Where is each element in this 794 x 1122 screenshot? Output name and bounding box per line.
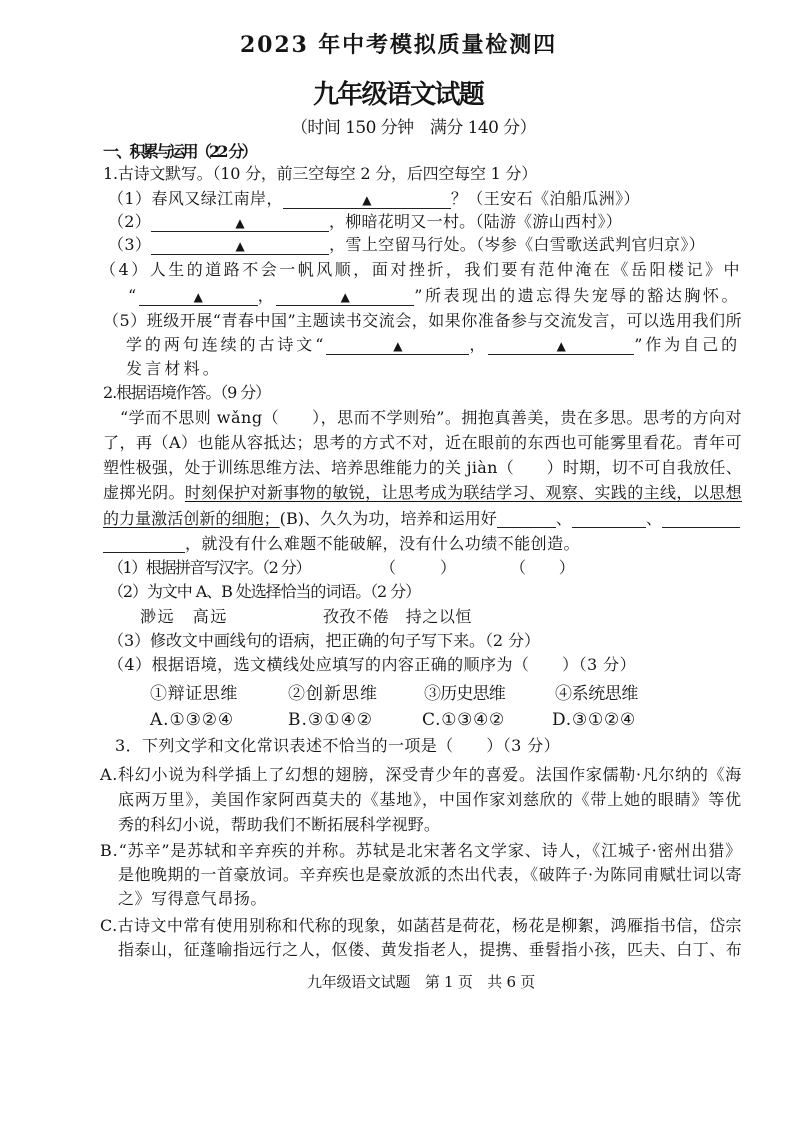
q3-option-a-line [118, 814, 440, 836]
line-text: ，柳暗花明又一村。（陆游《游山西村》） [328, 212, 622, 231]
exam-title-text: 2023 年中考模拟质量检测四 [240, 32, 557, 58]
answer-blank [326, 336, 469, 355]
section-heading-text: 一、积累与运用（22 分） [103, 142, 255, 161]
line-text: 指泰山，征蓬喻指远行之人，伛偻、黄发指老人，提携、垂髫指小孩，匹夫、白丁、布 [118, 940, 742, 959]
passage-line [103, 432, 742, 454]
line-text: （3）修改文中画线句的语病，把正确的句子写下来。（2 分） [108, 631, 540, 650]
line-text: ， [257, 286, 277, 305]
line-text: 塑性极强，处于训练思维方法、培养思维能力的关 jiàn（ ）时期，切不可自我放任、 [103, 458, 742, 477]
exam-title [240, 31, 557, 59]
line-text: A.科幻小说为科学插上了幻想的翅膀，深受青少年的喜爱。法国作家儒勒·凡尔纳的《海 [100, 765, 742, 784]
answer-blank [103, 534, 185, 553]
answer-blank [488, 336, 634, 355]
underlined-sentence: 的力量激活创新的细胞； [103, 509, 280, 528]
page-footer-text: 九年级语文试题 第 1 页 共 6 页 [307, 973, 535, 991]
line-text: （2） [108, 212, 151, 231]
choice-option [150, 709, 234, 731]
q3-stem [115, 735, 560, 757]
q1-item1 [108, 188, 640, 210]
answer-blank [139, 287, 258, 306]
q3-option-a-line [118, 789, 742, 811]
line-text: 了，再（A）也能从容抵达；思考的方式不对，近在眼前的东西也可能雾里看花。青年可 [103, 433, 742, 452]
answer-blank [283, 190, 451, 209]
q3-option-b-line [118, 864, 742, 886]
answer-blank [662, 509, 740, 528]
line-text: B.③①④② [288, 710, 373, 730]
line-text: B.“苏辛”是苏轼和辛弃疾的并称。苏轼是北宋著名文学家、诗人，《江城子·密州出猎》 [100, 841, 742, 860]
choice-option [552, 709, 636, 731]
q2-sub3 [108, 630, 540, 652]
q3-option-c-line [118, 939, 742, 961]
line-text: 之》写得意气昂扬。 [118, 889, 267, 908]
line-text: （5）班级开展“青春中国”主题读书交流会，如果你准备参与交流发言，可以选用我们所 [103, 311, 742, 330]
paper-title-text: 九年级语文试题 [313, 80, 483, 110]
line-text: (B)、久久为功，培养和运用好 [279, 509, 497, 528]
word-options-a [140, 606, 228, 628]
line-text: （ ） [380, 558, 460, 577]
line-text: D.③①②④ [552, 710, 636, 730]
line-text: “ [128, 286, 139, 305]
pinyin-answer-slot [510, 557, 575, 579]
separator: 、 [645, 509, 662, 528]
line-text: 渺远 高远 [140, 607, 228, 626]
line-text: ，就没有什么难题不能破解，没有什么功绩不能创造。 [185, 534, 580, 553]
thinking-item [424, 683, 505, 705]
line-text: 发言材料。 [126, 359, 222, 378]
word-options-b [323, 606, 472, 628]
time-and-score [291, 117, 536, 139]
q2-sub4 [108, 654, 636, 676]
line-text: （3） [108, 235, 152, 254]
line-text: （ ） [510, 558, 575, 577]
blank-marker: ▲ [362, 193, 372, 207]
q1-item5-line3 [126, 358, 222, 380]
q1-stem-text: 1.古诗文默写。（10 分，前三空每空 2 分，后四空每空 1 分） [103, 164, 537, 183]
q3-option-c-line [100, 915, 742, 937]
q1-item4-line1 [100, 259, 742, 281]
line-text: ？（王安石《泊船瓜洲》） [450, 189, 640, 208]
line-text: A.①③②④ [150, 710, 234, 730]
q1-item2 [108, 211, 622, 233]
line-text: 底两万里》，美国作家阿西莫夫的《基地》，中国作家刘慈欣的《带上她的眼睛》等优 [118, 790, 742, 809]
line-text: C.①③④② [422, 710, 505, 730]
line-text: （2）为文中 A、B 处选择恰当的词语。（2 分） [108, 582, 420, 601]
q1-item3 [108, 234, 705, 256]
q2-sub1 [108, 557, 310, 579]
passage-line [103, 482, 742, 504]
line-text: C.古诗文中常有使用别称和代称的现象，如菡萏是荷花，杨花是柳絮，鸿雁指书信，岱宗 [100, 916, 742, 935]
q2-stem [103, 382, 270, 404]
choice-option [422, 709, 505, 731]
choice-option [288, 709, 373, 731]
q3-stem-text: 3．下列文学和文化常识表述不恰当的一项是（ ）（3 分） [115, 736, 560, 755]
blank-marker: ▲ [393, 339, 403, 353]
line-text: 虚掷光阴。 [103, 483, 185, 502]
q2-sub2 [108, 581, 420, 603]
passage-line [103, 533, 580, 555]
thinking-item [288, 683, 378, 705]
separator: 、 [555, 509, 572, 528]
q1-stem [103, 163, 537, 185]
line-text: ，雪上空留马行处。（岑参《白雪歌送武判官归京》） [329, 235, 705, 254]
q1-item4-line2 [128, 285, 740, 307]
answer-blank [151, 213, 329, 232]
line-text: ”所表现出的遗忘得失宠辱的豁达胸怀。 [414, 286, 740, 305]
answer-blank [497, 509, 556, 528]
line-text: ①辩证思维 [150, 684, 238, 704]
page-footer [307, 971, 535, 993]
blank-marker: ▲ [235, 239, 245, 253]
line-text: ④系统思维 [555, 684, 638, 704]
line-text: 秀的科幻小说，帮助我们不断拓展科学视野。 [118, 815, 440, 834]
answer-blank [151, 236, 329, 255]
line-text: ②创新思维 [288, 684, 378, 704]
thinking-item [555, 683, 638, 705]
paper-title [313, 78, 483, 112]
line-text: 孜孜不倦 持之以恒 [323, 607, 472, 626]
blank-marker: ▲ [340, 290, 350, 304]
line-text: “学而不思则 wǎng（ ），思而不学则殆”。拥抱真善美，贵在多思。思考的方向对 [120, 408, 742, 427]
pinyin-answer-slot [380, 557, 460, 579]
line-text: ， [469, 335, 489, 354]
section-heading [103, 141, 255, 163]
line-text: （1）根据拼音写汉字。（2 分） [108, 558, 310, 577]
passage-line [103, 457, 742, 479]
line-text: 学的两句连续的古诗文“ [126, 335, 327, 354]
line-text: （4）根据语境，选文横线处应填写的内容正确的顺序为（ ）（3 分） [108, 655, 636, 674]
answer-blank [276, 287, 414, 306]
passage-line [120, 407, 742, 429]
thinking-item [150, 683, 238, 705]
passage-line [103, 508, 740, 530]
line-text: （1）春风又绿江南岸， [108, 189, 283, 208]
underlined-sentence: 时刻保护对新事物的敏锐，让思考成为联结学习、观察、实践的主线，以思想 [184, 483, 742, 502]
q3-option-b-line [100, 840, 742, 862]
time-and-score-text: （时间 150 分钟 满分 140 分） [291, 118, 536, 138]
blank-marker: ▲ [235, 216, 245, 230]
q3-option-b-line [118, 888, 267, 910]
q3-option-a-line [100, 764, 742, 786]
blank-marker: ▲ [193, 290, 203, 304]
q2-stem-text: 2.根据语境作答。（9 分） [103, 383, 270, 402]
blank-marker: ▲ [556, 339, 566, 353]
line-text: （4）人生的道路不会一帆风顺，面对挫折，我们要有范仲淹在《岳阳楼记》中 [100, 260, 742, 279]
q1-item5-line2 [126, 334, 740, 356]
q1-item5-line1 [103, 310, 742, 332]
line-text: 是他晚期的一首豪放词。辛弃疾也是豪放派的杰出代表，《破阵子·为陈同甫赋壮词以寄 [118, 865, 742, 884]
line-text: ③历史思维 [424, 684, 505, 704]
line-text: ”作为自己的 [634, 335, 740, 354]
answer-blank [572, 509, 646, 528]
